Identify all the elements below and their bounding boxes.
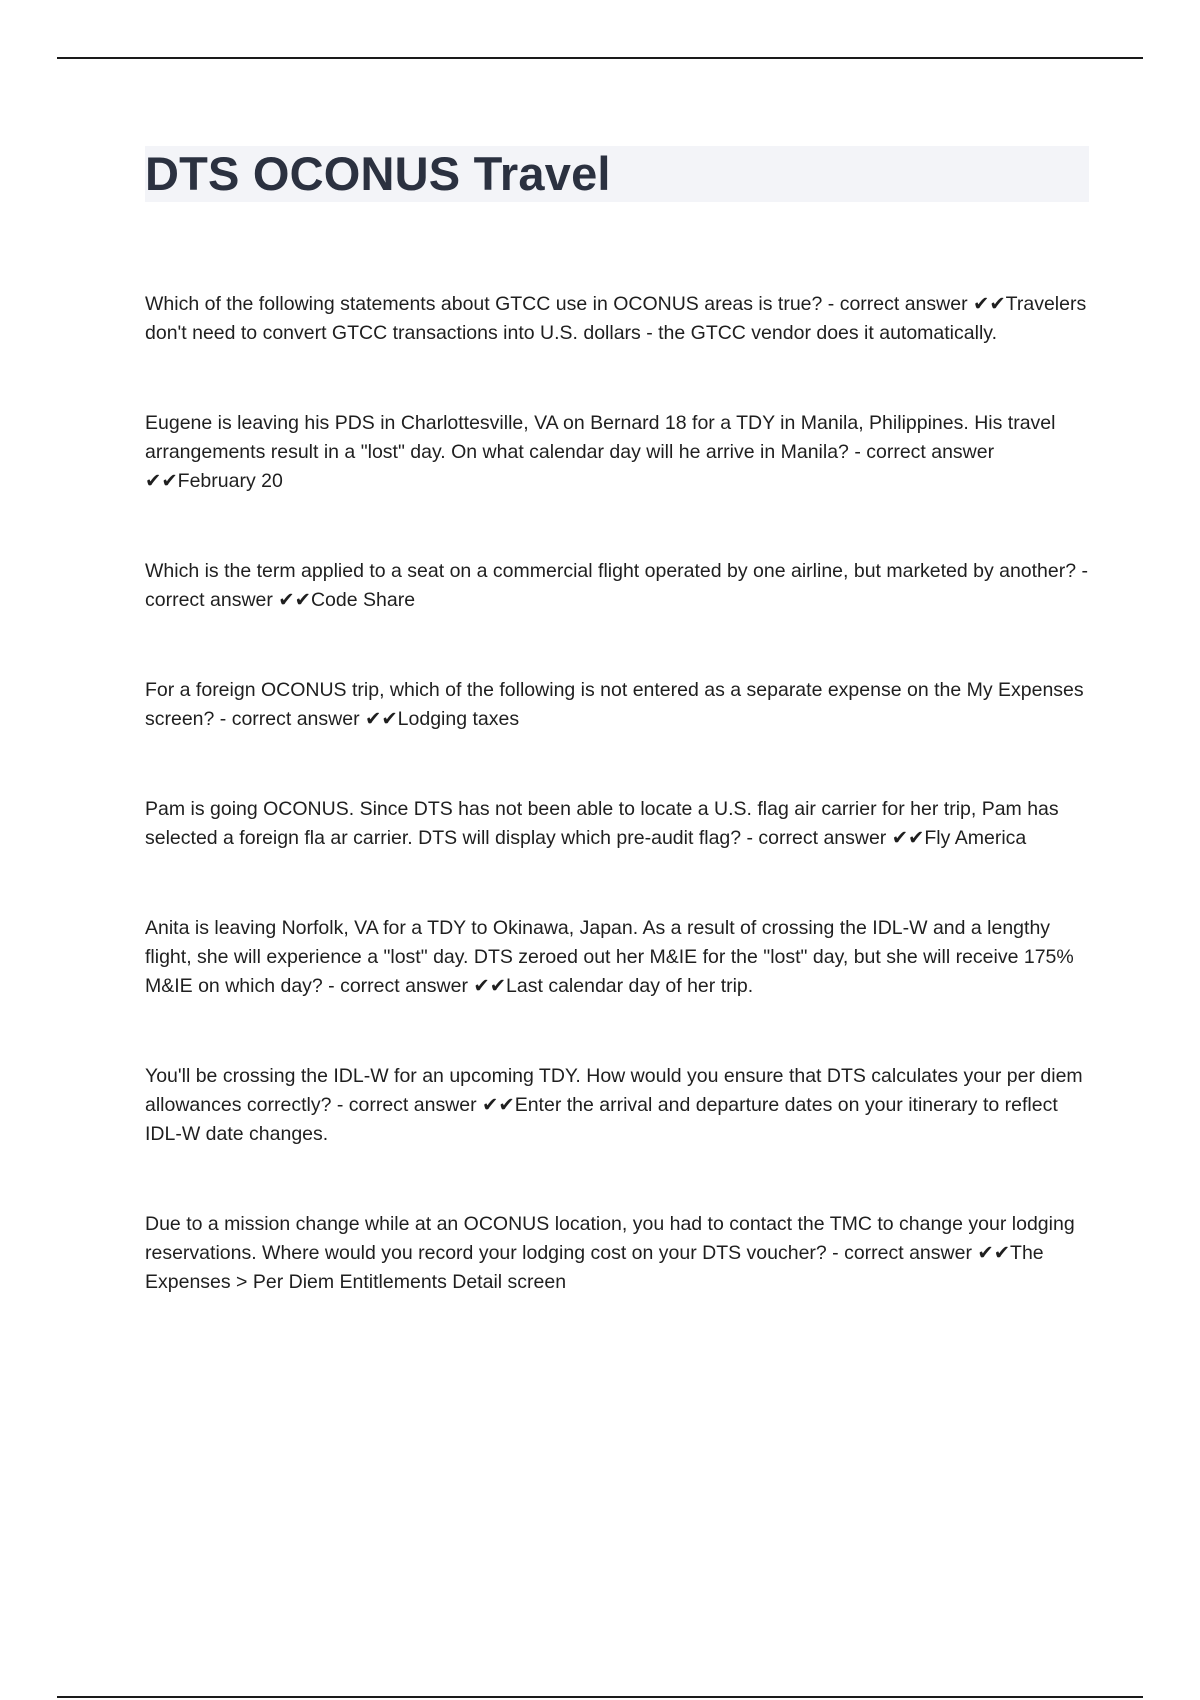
qa-item: Due to a mission change while at an OCONUS location, you had to contact the TMC to change your lodging reservations. Where would you record your lodging cost on your DTS voucher? - correct answer ✔✔The Expenses > Per Diem Entitlements Detail screen <box>145 1213 1075 1293</box>
document-title: DTS OCONUS Travel <box>145 147 611 200</box>
qa-list <box>145 290 1089 1297</box>
qa-item: Pam is going OCONUS. Since DTS has not been able to locate a U.S. flag air carrier for her trip, Pam has selected a foreign fla ar carrier. DTS will display which pre-audit flag? - correct answer ✔✔Fly America <box>145 798 1059 849</box>
qa-item: Anita is leaving Norfolk, VA for a TDY to Okinawa, Japan. As a result of crossing the IDL-W and a lengthy flight, she will experience a "lost" day. DTS zeroed out her M&IE for the "lost" day, but she will receive 175% M&IE on which day? - correct answer ✔✔Last calendar day of her trip. <box>145 917 1074 997</box>
qa-item: For a foreign OCONUS trip, which of the following is not entered as a separate expense on the My Expenses screen? - correct answer ✔✔Lodging taxes <box>145 679 1084 730</box>
top-divider <box>57 57 1143 59</box>
qa-item: Eugene is leaving his PDS in Charlottesville, VA on Bernard 18 for a TDY in Manila, Philippines. His travel arrangements result in a "lost" day. On what calendar day will he arrive in Manila? - correct answer ✔✔February 20 <box>145 412 1056 492</box>
bottom-divider <box>57 1696 1143 1698</box>
title-band <box>145 146 1089 202</box>
document-body <box>145 146 1089 1358</box>
qa-item: Which is the term applied to a seat on a commercial flight operated by one airline, but marketed by another? - correct answer ✔✔Code Share <box>145 560 1088 611</box>
qa-item: Which of the following statements about GTCC use in OCONUS areas is true? - correct answer ✔✔Travelers don't need to convert GTCC transactions into U.S. dollars - the GTCC vendor does it automatically. <box>145 293 1087 344</box>
qa-item: You'll be crossing the IDL-W for an upcoming TDY. How would you ensure that DTS calculates your per diem allowances correctly? - correct answer ✔✔Enter the arrival and departure dates on your itinerary to reflect IDL-W date changes. <box>145 1065 1083 1145</box>
